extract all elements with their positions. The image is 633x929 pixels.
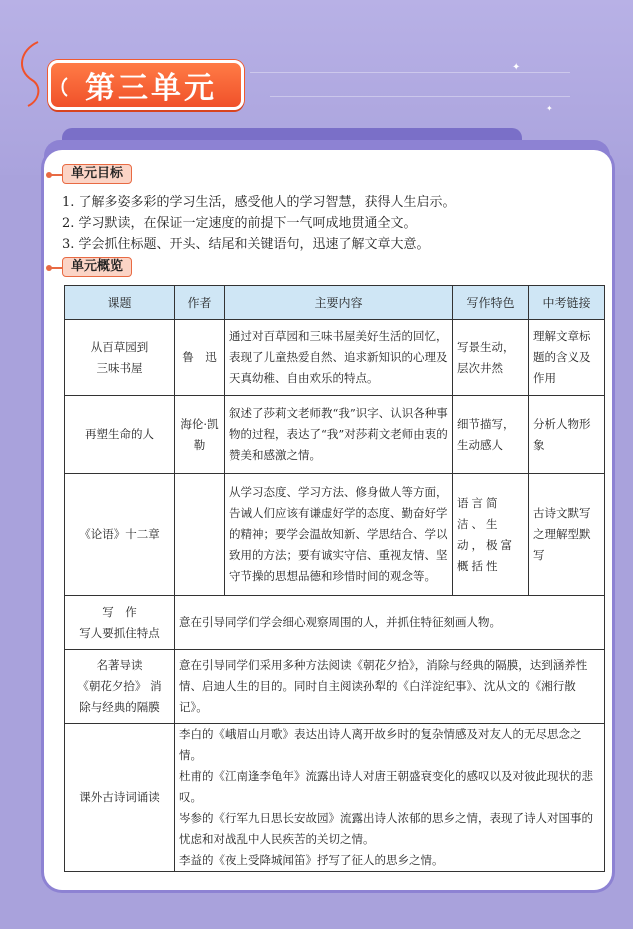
poetry-line: 杜甫的《江南逢李龟年》流露出诗人对唐王朝盛衰变化的感叹以及对彼此现状的悲叹。 [179, 769, 593, 804]
goal-item: 1. 了解多姿多彩的学习生活，感受他人的学习智慧，获得人生启示。 [62, 195, 456, 210]
header-cell: 主要内容 [225, 286, 453, 320]
star-icon: ✦ [546, 104, 553, 113]
decorative-line [250, 72, 570, 73]
lesson-author [175, 474, 225, 596]
table-row [65, 650, 605, 724]
classic-reading-title: 名著导读 《朝花夕拾》 消 除与经典的隔膜 [65, 650, 175, 724]
goal-item: 2. 学习默读，在保证一定速度的前提下一气呵成地贯通全文。 [62, 216, 417, 231]
overview-section-label: 单元概览 [62, 257, 132, 277]
lesson-content: 叙述了莎莉文老师教“我”识字、认识各种事物的过程，表达了“我”对莎莉文老师由衷的赞美和感激之情。 [225, 396, 453, 474]
table-row [65, 320, 605, 396]
unit-title: 第三单元 [85, 71, 217, 106]
unit-title-badge [48, 60, 244, 110]
lesson-exam-link: 古诗文默写之理解型默写 [529, 474, 605, 596]
writing-description: 意在引导同学们学会细心观察周围的人，并抓住特征刻画人物。 [175, 596, 605, 650]
lesson-feature: 写景生动，层次井然 [453, 320, 529, 396]
table-row [65, 724, 605, 872]
lesson-feature: 细节描写，生动感人 [453, 396, 529, 474]
lesson-feature: 语言简洁、生动，极富概括性 [453, 474, 529, 596]
goals-section-label: 单元目标 [62, 164, 132, 184]
table-row [65, 396, 605, 474]
lesson-content: 通过对百草园和三味书屋美好生活的回忆，表现了儿童热爱自然、追求新知识的心理及天真幼稚、自由欢乐的特点。 [225, 320, 453, 396]
header-cell: 课题 [65, 286, 175, 320]
goals-list [62, 192, 602, 255]
lesson-content: 从学习态度、学习方法、修身做人等方面，告诫人们应该有谦虚好学的态度、勤奋好学的精神；要学会温故知新、学思结合、学以致用的方法；要有诚实守信、重视友情、坚守节操的思想品德和珍惜时间的观念等。 [225, 474, 453, 596]
poetry-line: 李白的《峨眉山月歌》表达出诗人离开故乡时的复杂情感及对友人的无尽思念之情。 [179, 727, 582, 762]
table-row [65, 474, 605, 596]
classic-reading-description: 意在引导同学们采用多种方法阅读《朝花夕拾》，消除与经典的隔膜，达到涵养性情、启迪人生的目的。同时自主阅读孙犁的《白洋淀纪事》、沈从文的《湘行散记》。 [175, 650, 605, 724]
header-cell: 中考链接 [529, 286, 605, 320]
poetry-line: 岑参的《行军九日思长安故园》流露出诗人浓郁的思乡之情，表现了诗人对国事的忧虑和对战乱中人民疾苦的关切之情。 [179, 811, 593, 846]
table-row [65, 596, 605, 650]
poetry-description [175, 724, 605, 872]
header-cell: 作者 [175, 286, 225, 320]
table-header-row [65, 286, 605, 320]
goal-item: 3. 学会抓住标题、开头、结尾和关键语句，迅速了解文章大意。 [62, 237, 430, 252]
lesson-author: 海伦·凯勒 [175, 396, 225, 474]
writing-title: 写 作 写人要抓住特点 [65, 596, 175, 650]
decorative-line [270, 96, 570, 97]
poetry-line: 李益的《夜上受降城闻笛》抒写了征人的思乡之情。 [179, 853, 444, 867]
lesson-title: 再塑生命的人 [65, 396, 175, 474]
curl-decoration-icon [10, 40, 50, 110]
poetry-title: 课外古诗词诵读 [65, 724, 175, 872]
star-icon: ✦ [512, 62, 521, 73]
lesson-exam-link: 理解文章标题的含义及作用 [529, 320, 605, 396]
lesson-title: 从百草园到 三味书屋 [65, 320, 175, 396]
lesson-author: 鲁 迅 [175, 320, 225, 396]
overview-table [64, 285, 605, 872]
badge-ornament-icon [59, 77, 69, 97]
lesson-title: 《论语》十二章 [65, 474, 175, 596]
lesson-exam-link: 分析人物形象 [529, 396, 605, 474]
header-cell: 写作特色 [453, 286, 529, 320]
